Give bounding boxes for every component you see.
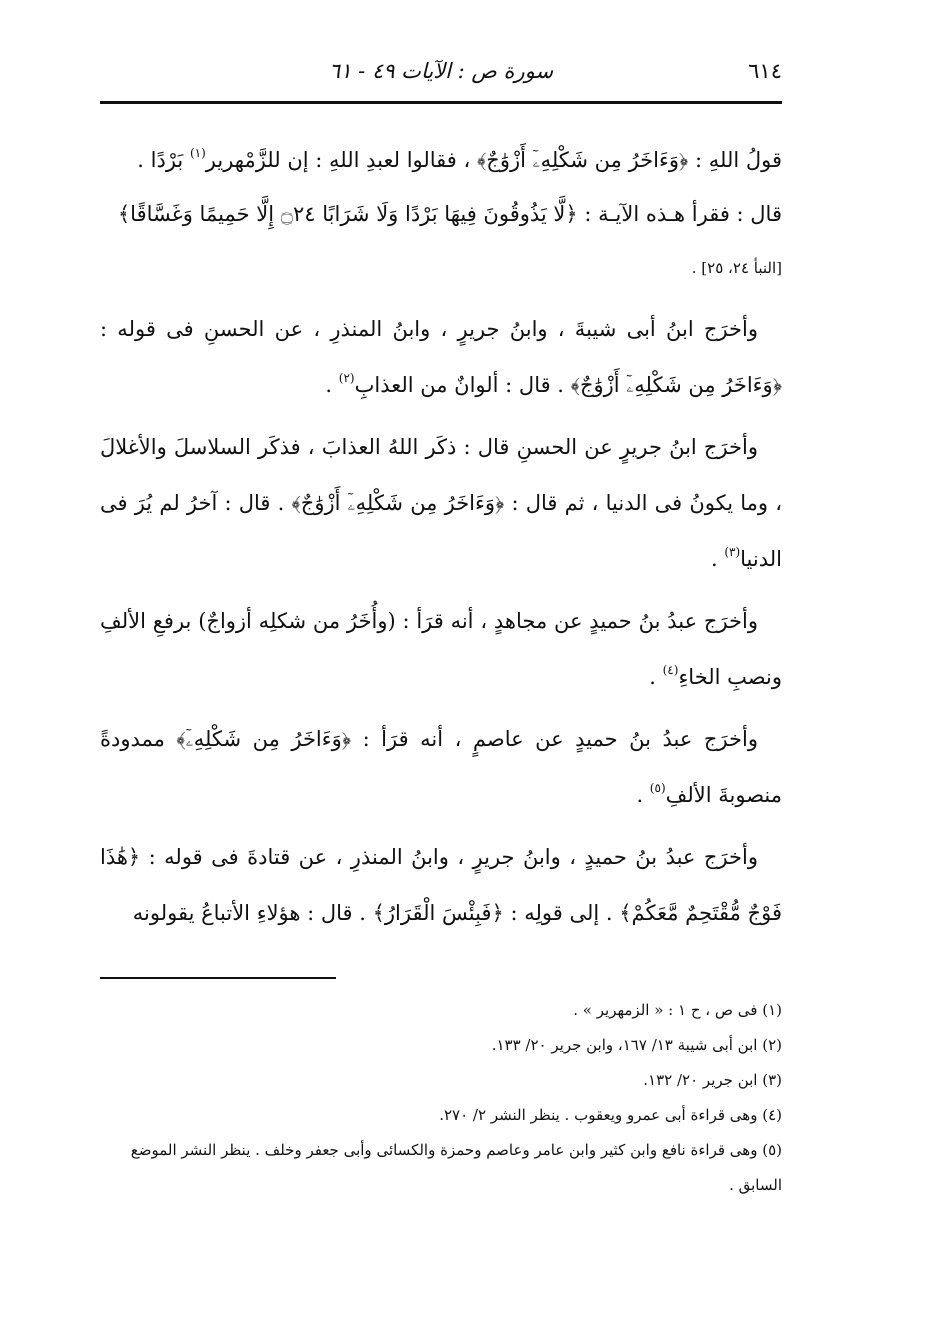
paragraph-5-text: وأخرَج عبدُ بنُ حميدٍ عن عاصمٍ ، أنه قرَأ : ﴿وَءَاخَرُ مِن شَكْلِهِۦٓ﴾ ممدودةً منصوبةَ الألفِ [100, 727, 782, 807]
paragraph-3 [100, 419, 782, 587]
footnote-rule [100, 977, 336, 979]
paragraph-4 [100, 593, 782, 705]
paragraph-1-line-2: قال : فقرأ هـذه الآيـة : ﴿لَّا يَذُوقُونَ فِيهَا بَرْدًا وَلَا شَرَابًا ۝٢٤ إِلَّا حَمِيمًا وَغَسَّاقًا﴾ [117, 202, 782, 226]
page-number: ٦١٤ [748, 59, 782, 83]
paragraph-5 [100, 711, 782, 823]
footnote-marker-1: (١) [189, 146, 206, 160]
footnotes [100, 993, 782, 1203]
footnote-2: (٢) ابن أبى شيبة ١٣/ ١٦٧، وابن جرير ٢٠/ ١٣٣. [491, 1036, 782, 1054]
footnote-marker-3: (٣) [724, 545, 741, 559]
paragraph-1 [100, 133, 782, 295]
main-text [100, 133, 782, 947]
footnote-3: (٣) ابن جرير ٢٠/ ١٣٢. [643, 1071, 782, 1089]
header-rule [100, 101, 782, 104]
running-title: سورة ص : الآيات ٤٩ - ٦١ [328, 59, 554, 83]
paragraph-6-text: وأخرَج عبدُ بنُ حميدٍ ، وابنُ جريرٍ ، وابنُ المنذرِ ، عن قتادةَ فى قوله : ﴿هَٰذَا فَوْجٌ مُّقْتَحِمٌ مَّعَكُمْ﴾ . إلى قولِه : ﴿فَبِئْسَ الْقَرَارُ﴾ . قال : هؤلاءِ الأتباعُ يقولونه [100, 845, 782, 925]
paragraph-2 [100, 301, 782, 413]
paragraph-4-text: وأخرَج عبدُ بنُ حميدٍ عن مجاهدٍ ، أنه قرَأ : (وأُخَرُ من شكلِه أزواجٌ) برفعِ الألفِ ونصبِ الخاءِ [100, 609, 782, 689]
footnote-5: (٥) وهى قراءة نافع وابن كثير وابن عامر وعاصم وحمزة والكسائى وأبى جعفر وخلف . ينظر النشر الموضع السابق . [130, 1141, 782, 1194]
paragraph-3-end: . [710, 547, 725, 571]
footnote-marker-5: (٥) [649, 781, 666, 795]
paragraph-6 [100, 829, 782, 941]
paragraph-5-end: . [636, 783, 650, 807]
paragraph-2-end: . [325, 373, 339, 397]
paragraph-1-line-1-end: بَرْدًا . [137, 148, 190, 172]
quran-reference: [النبأ ٢٤، ٢٥] . [691, 259, 782, 277]
document-page [100, 55, 782, 1285]
footnote-1: (١) فى ص ، ح ١ : « الزمهرير » . [573, 1001, 782, 1019]
paragraph-2-text: وأخرَج ابنُ أبى شيبةَ ، وابنُ جريرٍ ، وابنُ المنذرِ ، عن الحسنِ فى قوله : ﴿وَءَاخَرُ مِن شَكْلِهِۦٓ أَزْوَٰجٌ﴾ . قال : ألوانٌ من العذابِ [100, 317, 782, 397]
paragraph-1-line-1: قولُ اللهِ : ﴿وَءَاخَرُ مِن شَكْلِهِۦٓ أَزْوَٰجٌ﴾ ، فقالوا لعبدِ اللهِ : إن للزَّمْهرير [205, 148, 782, 172]
paragraph-3-text: وأخرَج ابنُ جريرٍ عن الحسنِ قال : ذكَر اللهُ العذابَ ، فذكَر السلاسلَ والأغلالَ ، وما يكونُ فى الدنيا ، ثم قال : ﴿وَءَاخَرُ مِن شَكْلِهِۦٓ أَزْوَٰجٌ﴾ . قال : آخرُ لم يُرَ فى الدنيا [100, 435, 782, 571]
running-header [100, 55, 782, 99]
footnote-4: (٤) وهى قراءة أبى عمرو ويعقوب . ينظر النشر ٢/ ٢٧٠. [439, 1106, 782, 1124]
footnote-marker-4: (٤) [662, 663, 679, 677]
footnote-marker-2: (٢) [338, 371, 355, 385]
paragraph-4-end: . [649, 665, 663, 689]
